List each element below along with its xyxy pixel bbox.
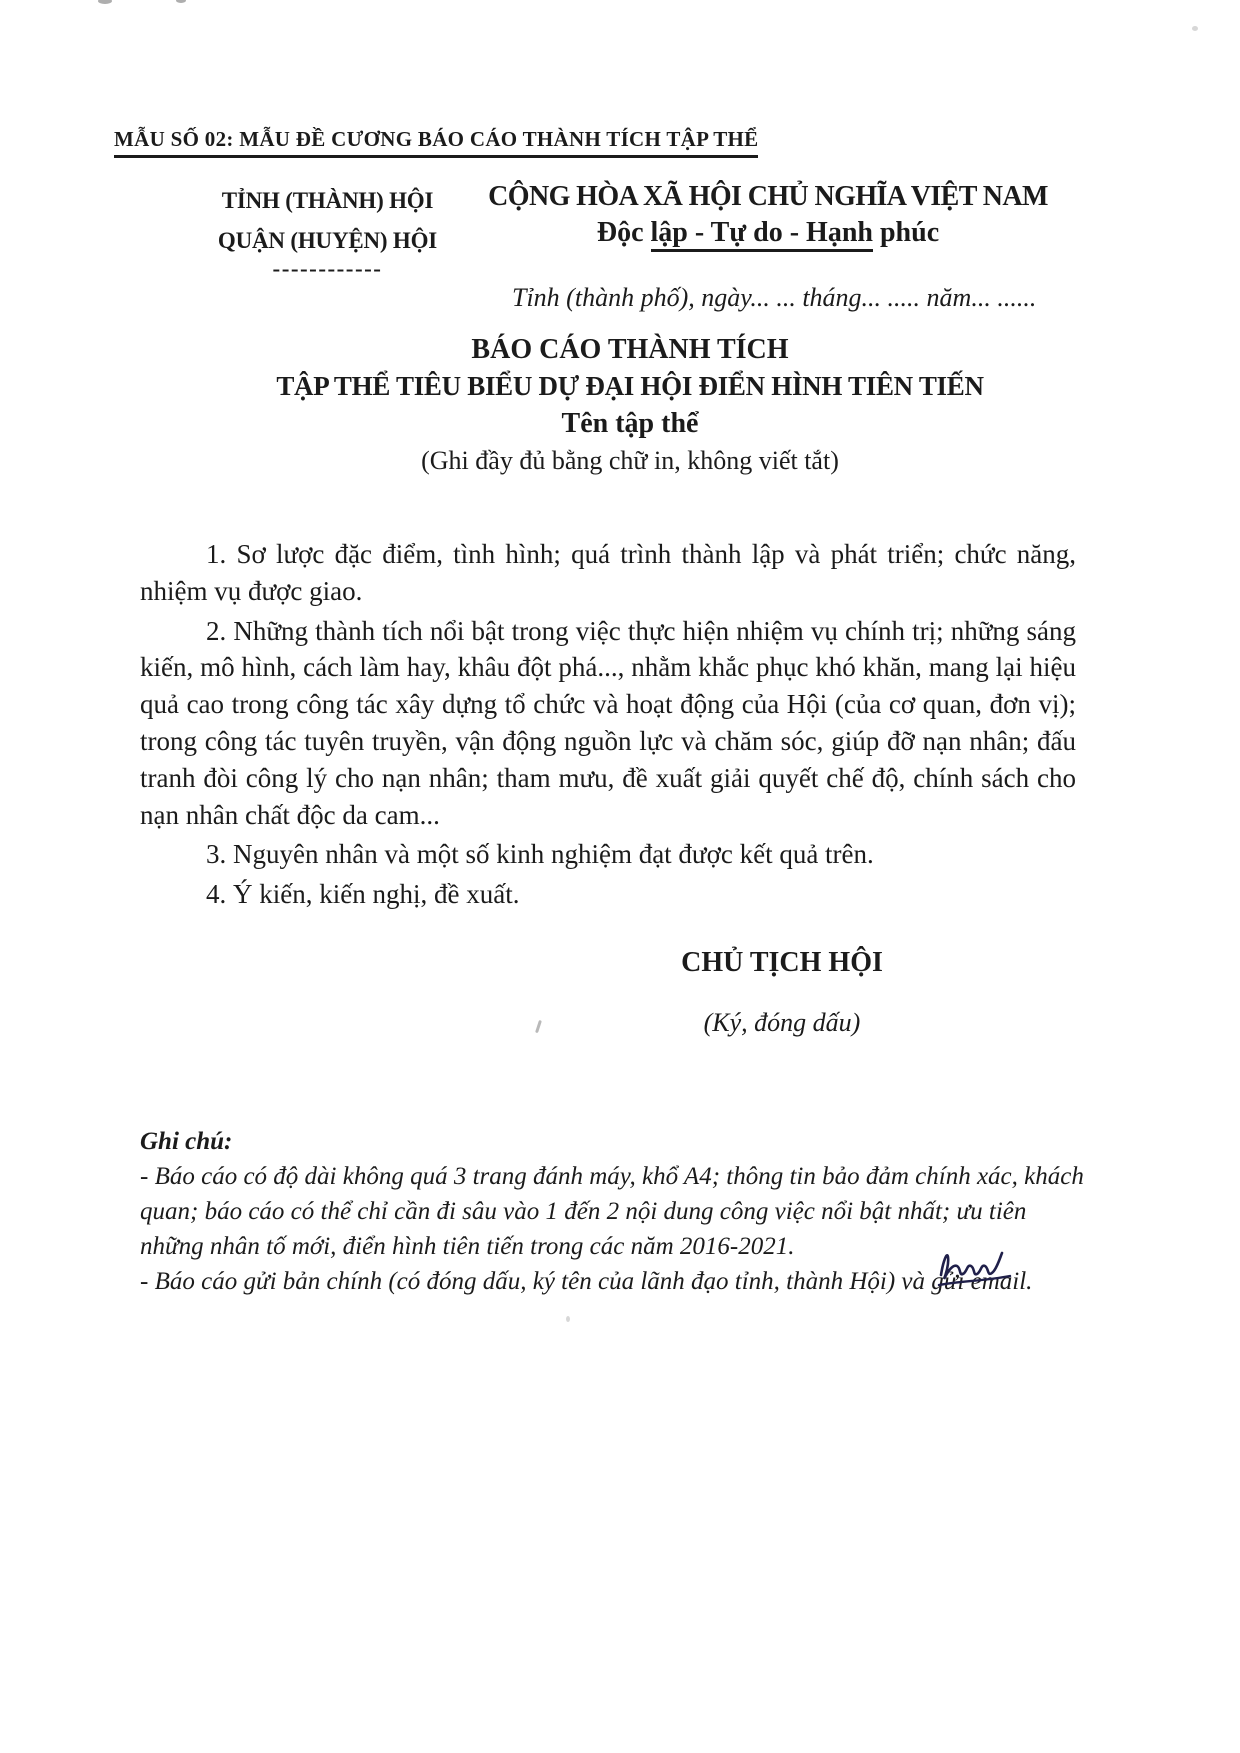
outline-item-4: 4. Ý kiến, kiến nghị, đề xuất. — [206, 879, 520, 910]
collective-name-placeholder: Tên tập thể — [561, 408, 699, 439]
outline-item-3: 3. Nguyên nhân và một số kinh nghiệm đạt được kết quả trên. — [206, 839, 874, 870]
report-outline-body — [140, 536, 1076, 913]
title-line-2: TẬP THỂ TIÊU BIỂU DỰ ĐẠI HỘI ĐIỂN HÌNH TIÊN TIẾN — [276, 371, 984, 401]
national-header-block — [468, 181, 1068, 249]
signature-block — [578, 947, 986, 1038]
title-line-1: BÁO CÁO THÀNH TÍCH — [471, 334, 789, 365]
outline-item-1: 1. Sơ lược đặc điểm, tình hình; quá trình thành lập và phát triển; chức năng, nhiệm vụ được giao. — [140, 539, 1076, 606]
notes-label: Ghi chú: — [140, 1128, 233, 1155]
note-item-2: - Báo cáo gửi bản chính (có đóng dấu, ký tên của lãnh đạo tỉnh, thành Hội) và gửi email. — [140, 1268, 1033, 1295]
motto-underlined-part: lập - Tự do - Hạnh — [651, 217, 873, 252]
handwriting-squiggle-icon — [934, 1244, 1014, 1292]
org-line-province: TỈNH (THÀNH) HỘI — [221, 188, 434, 213]
issuing-org-block — [205, 181, 450, 281]
national-motto — [468, 217, 1068, 249]
scan-artifact-mark — [535, 1020, 541, 1033]
scan-artifact-speck — [1192, 26, 1198, 31]
title-instruction: (Ghi đầy đủ bằng chữ in, không viết tắt) — [421, 446, 839, 475]
place-date-line: Tỉnh (thành phố), ngày... ... tháng... ..... năm... ...... — [512, 283, 1037, 312]
form-number-label: MẪU SỐ 02: MẪU ĐỀ CƯƠNG BÁO CÁO THÀNH TÍCH TẬP THỂ — [114, 127, 758, 158]
note-item-1: - Báo cáo có độ dài không quá 3 trang đánh máy, khổ A4; thông tin bảo đảm chính xác, khách quan; báo cáo có thể chỉ cần đi sâu vào 1 đến 2 nội dung công việc nổi bật nhất; ưu tiên những nhân tố mới, điển hình tiên tiến trong các năm 2016-2021. — [140, 1163, 1084, 1260]
outline-item-2: 2. Những thành tích nổi bật trong việc thực hiện nhiệm vụ chính trị; những sáng kiến, mô hình, cách làm hay, khâu đột phá..., nhằm khắc phục khó khăn, mang lại hiệu quả cao trong công tác xây dựng tổ chức và hoạt động của Hội (của cơ quan, đơn vị); trong công tác tuyên truyền, vận động nguồn lực và chăm sóc, giúp đỡ nạn nhân; đấu tranh đòi công lý cho nạn nhân; tham mưu, đề xuất giải quyết chế độ, chính sách cho nạn nhân chất độc da cam... — [140, 615, 1076, 830]
motto-suffix: phúc — [872, 217, 940, 248]
scan-artifact-speck — [176, 0, 186, 3]
handwritten-initials-signature — [934, 1244, 1014, 1297]
signer-role: CHỦ TỊCH HỘI — [681, 947, 883, 978]
document-title-block — [20, 331, 1240, 479]
scan-artifact-speck — [566, 1316, 570, 1322]
signature-instruction: (Ký, đóng dấu) — [703, 1008, 861, 1037]
scan-artifact-speck — [98, 0, 112, 4]
motto-prefix: Độc — [596, 217, 651, 248]
org-divider-dashes: ------------ — [272, 256, 383, 281]
org-line-district: QUẬN (HUYỆN) HỘI — [217, 228, 438, 253]
national-title: CỘNG HÒA XÃ HỘI CHỦ NGHĨA VIỆT NAM — [488, 181, 1048, 212]
